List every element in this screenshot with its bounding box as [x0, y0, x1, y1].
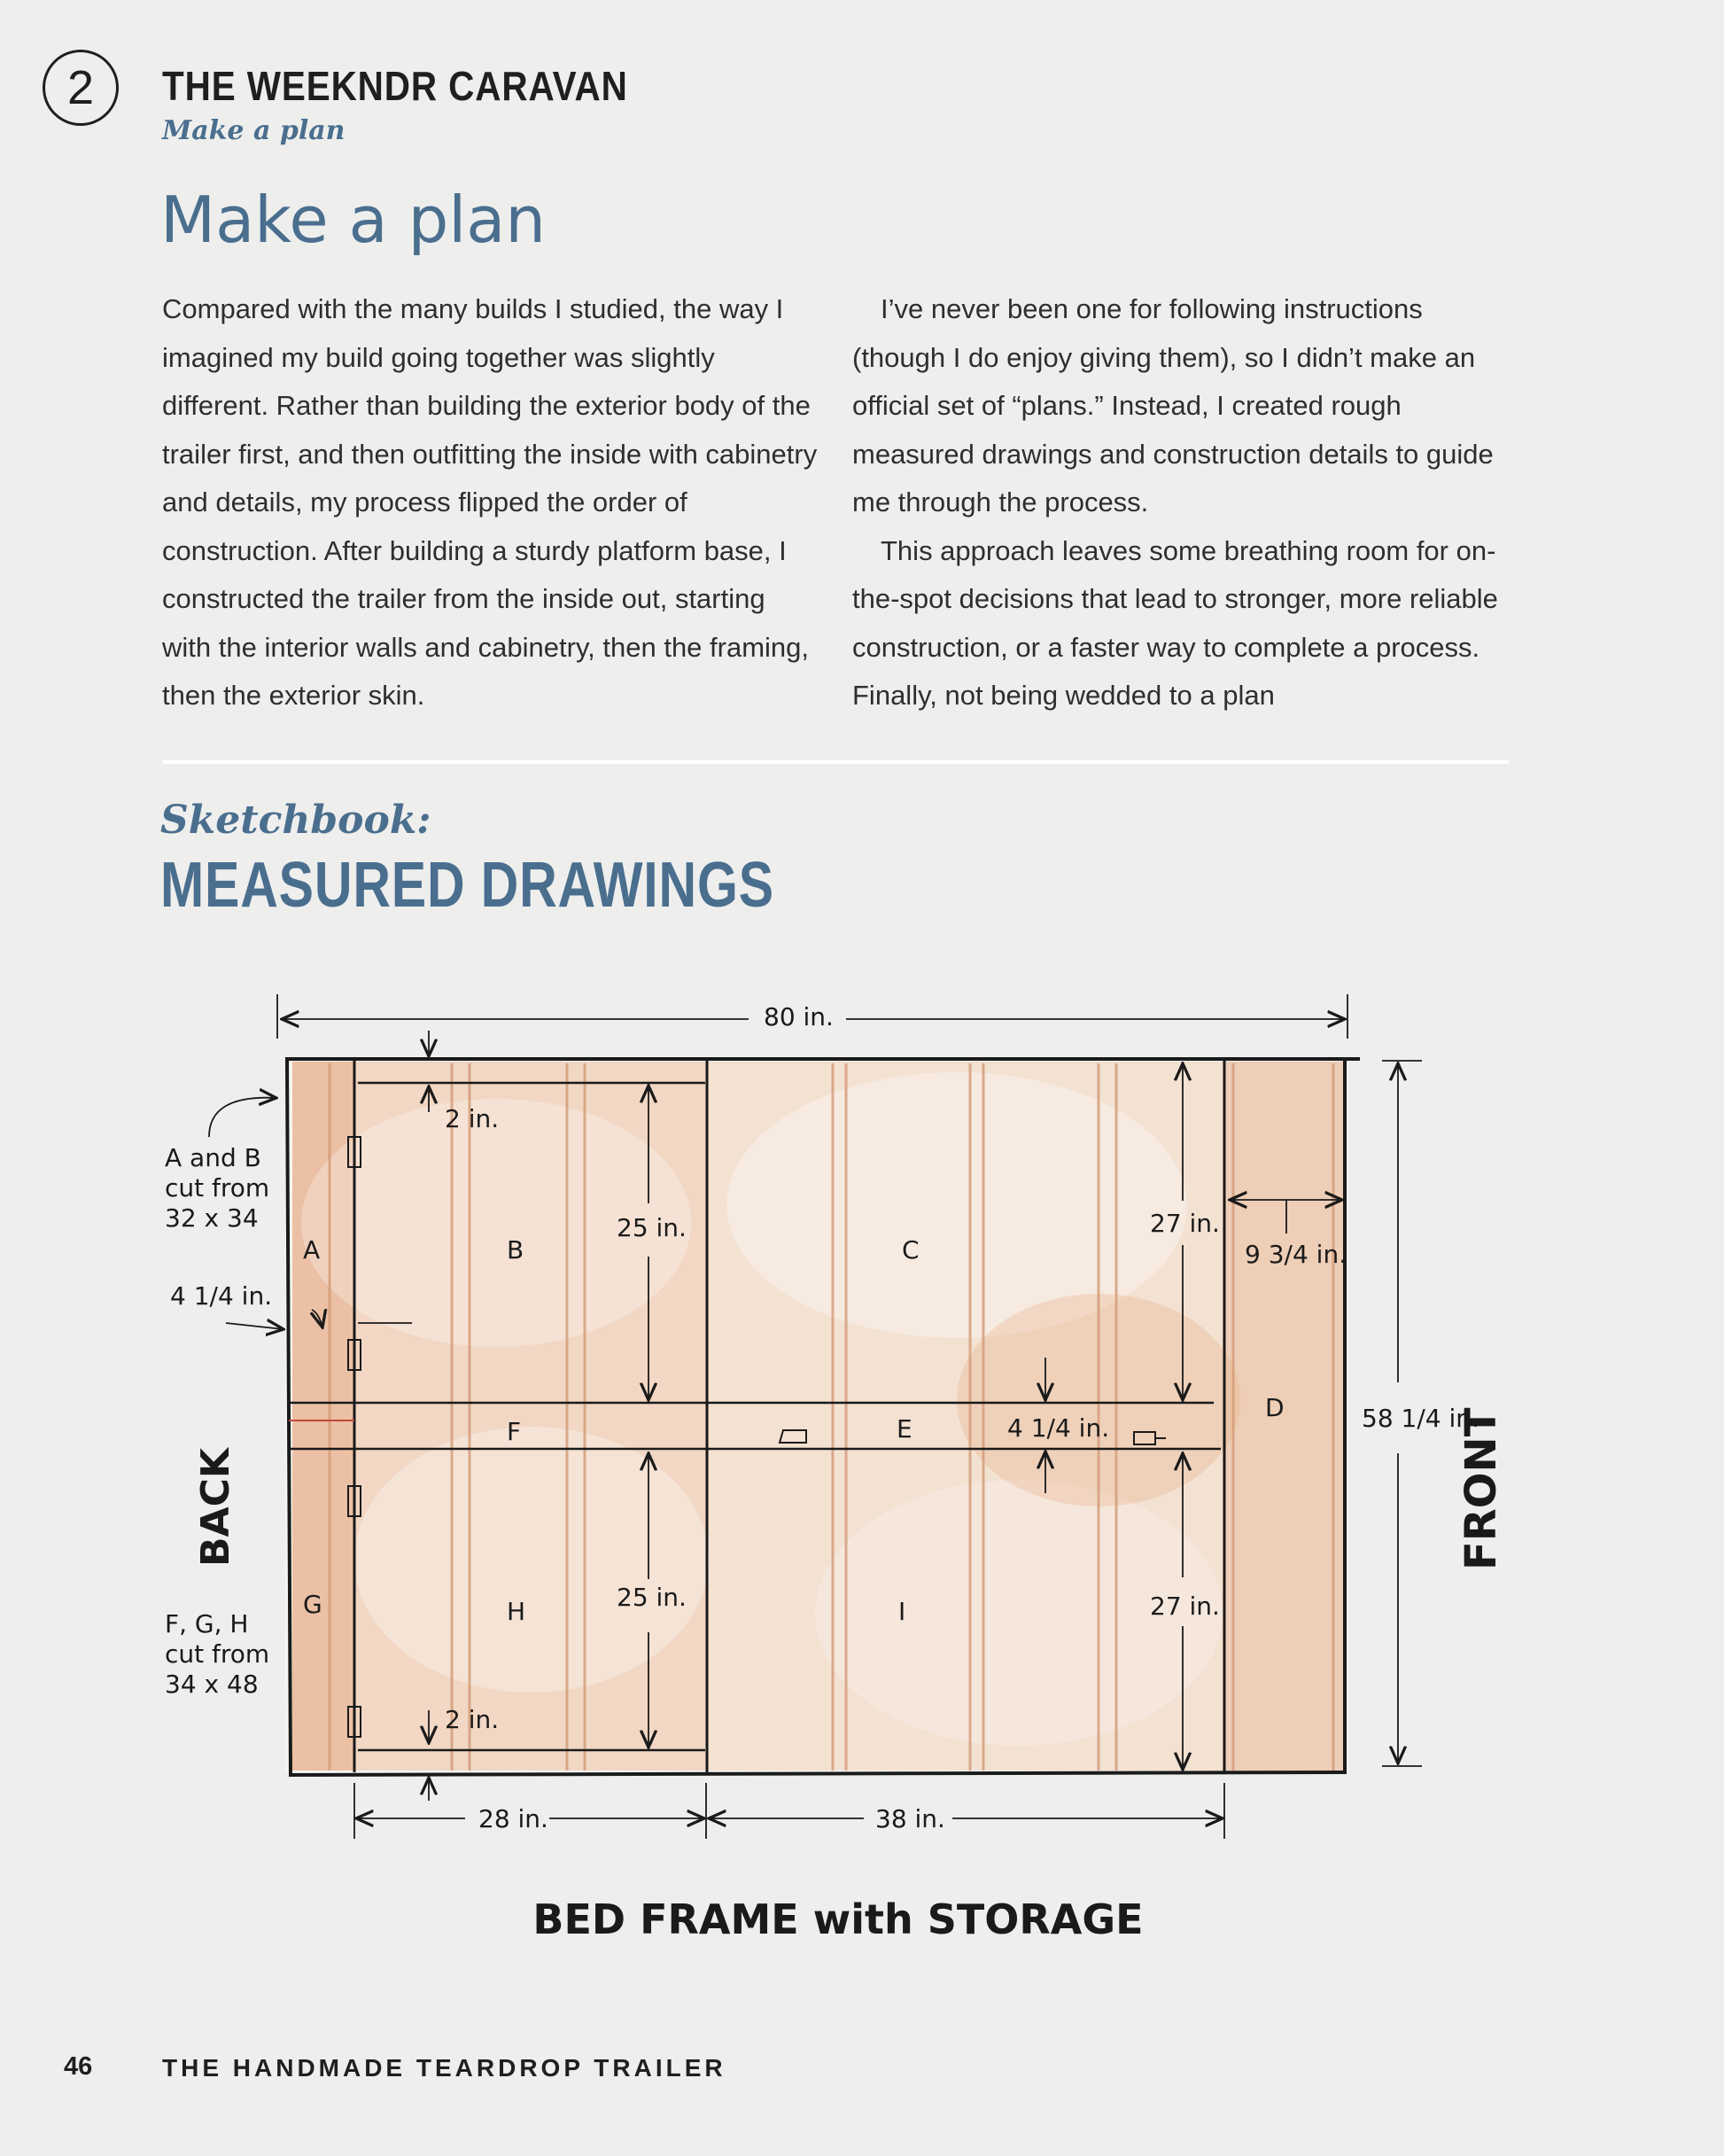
note-fgh-line1: F, G, H — [165, 1609, 249, 1638]
cut-notes — [165, 1143, 269, 1699]
dim-lower-depth-h: 25 in. — [617, 1583, 687, 1612]
back-label: BACK — [193, 1448, 238, 1567]
chapter-subtitle: Make a plan — [162, 115, 346, 146]
chapter-number: 2 — [66, 61, 95, 114]
page-title: Make a plan — [160, 183, 547, 257]
panel-c-label: C — [902, 1235, 920, 1265]
dim-overall-height: 58 1/4 in. — [1362, 1404, 1479, 1433]
panel-d-label: D — [1265, 1393, 1285, 1422]
note-ab-line3: 32 x 34 — [165, 1203, 259, 1233]
front-label: FRONT — [1456, 1407, 1506, 1570]
body-paragraph: I’ve never been one for following instructions (though I do enjoy giving them), so I didn’t make an official set of “plans.” Instead, I created rough measured drawings and construction details to guide me through the process. — [852, 293, 1494, 518]
dim-back-strip: 4 1/4 in. — [170, 1281, 273, 1311]
note-fgh-line2: cut from — [165, 1639, 270, 1669]
sketchbook-label: Sketchbook: — [160, 798, 431, 843]
panel-i-label: I — [898, 1597, 906, 1626]
running-title: THE HANDMADE TEARDROP TRAILER — [162, 2054, 726, 2082]
dim-d-width: 9 3/4 in. — [1245, 1240, 1347, 1269]
body-paragraph: Compared with the many builds I studied, the way I imagined my build going together was slightly different. Rather than building the exterior body of the trailer first, and then outfitting the inside with cabinetry and details, my process flipped the order of construction. After building a sturdy platform base, I constructed the trailer from the inside out, starting with the interior walls and cabinetry, then the framing, then the exterior skin. — [162, 293, 818, 711]
dim-upper-depth-c: 27 in. — [1150, 1209, 1220, 1238]
dim-upper-depth-b: 25 in. — [617, 1213, 687, 1242]
note-ab-line2: cut from — [165, 1173, 270, 1203]
note-ab-line1: A and B — [165, 1143, 261, 1172]
panel-b-label: B — [507, 1235, 524, 1265]
page-number: 46 — [64, 2052, 93, 2081]
dim-center-strip: 4 1/4 in. — [1007, 1413, 1110, 1443]
panel-f-label: F — [507, 1417, 522, 1446]
dim-left-bay: 28 in. — [478, 1804, 548, 1833]
panel-h-label: H — [507, 1597, 526, 1626]
note-fgh-line3: 34 x 48 — [165, 1670, 259, 1699]
body-paragraph: This approach leaves some breathing room for on-the-spot decisions that lead to stronger, more reliable construction, or a faster way to complete a process. Finally, not being wedded to a plan — [852, 534, 1498, 711]
drawing-caption: BED FRAME with STORAGE — [532, 1895, 1144, 1943]
dim-middle-bay: 38 in. — [875, 1804, 945, 1833]
dim-lower-depth-i: 27 in. — [1150, 1592, 1220, 1621]
panel-e-label: E — [897, 1414, 912, 1444]
dim-overall-width: 80 in. — [764, 1002, 834, 1031]
sketchbook-title: MEASURED DRAWINGS — [160, 850, 774, 921]
wood-wash — [285, 1062, 1348, 1772]
panel-a-label: A — [303, 1235, 321, 1265]
panel-g-label: G — [303, 1590, 322, 1619]
dim-bottom-gap: 2 in. — [445, 1705, 500, 1734]
dim-top-gap: 2 in. — [445, 1104, 500, 1133]
chapter-title: THE WEEKNDR CARAVAN — [162, 63, 628, 109]
